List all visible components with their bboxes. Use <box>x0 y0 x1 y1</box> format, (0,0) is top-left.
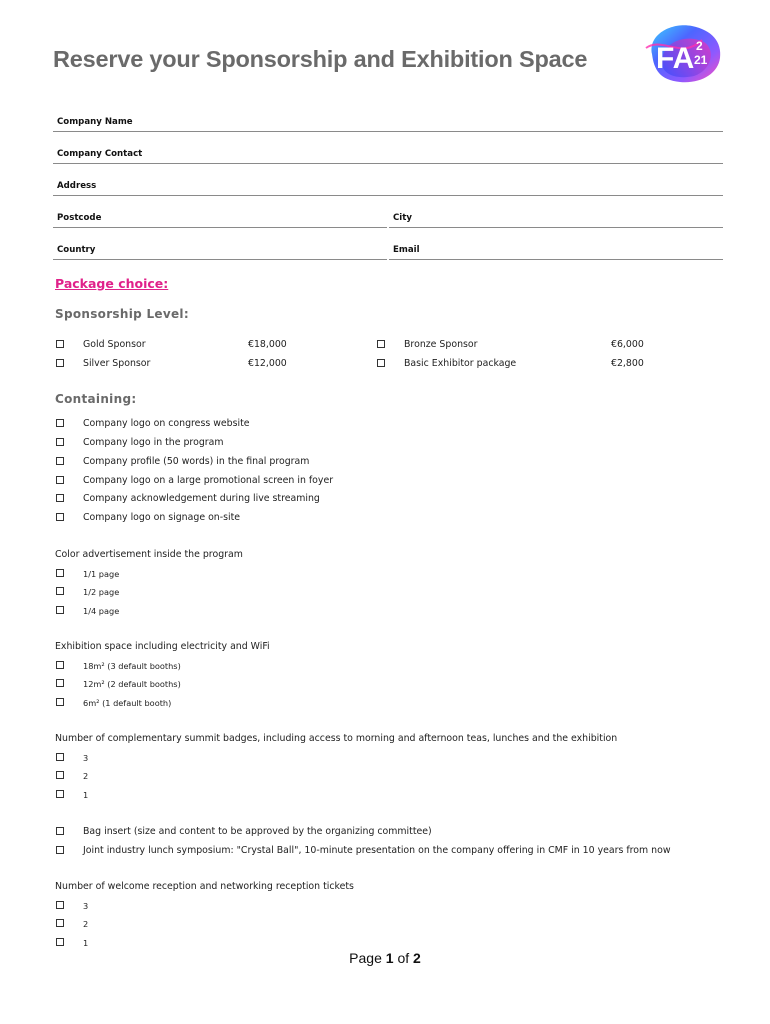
containing-item: Company logo in the program <box>83 437 224 448</box>
lunch-symposium-label: Joint industry lunch symposium: "Crystal Ball", 10-minute presentation on the company offering in CMF in 10 years from now <box>83 845 671 856</box>
exhibition-checkbox[interactable] <box>56 661 64 669</box>
silver-sponsor-price: €12,000 <box>248 358 287 369</box>
field-label-email: Email <box>393 245 420 255</box>
company-contact-input[interactable] <box>53 163 723 164</box>
exhibition-item: 12m² (2 default booths) <box>83 679 181 689</box>
bronze-sponsor-price: €6,000 <box>611 339 644 350</box>
of-word: of <box>397 950 410 966</box>
advert-item: 1/4 page <box>83 606 120 616</box>
event-logo <box>642 20 728 86</box>
field-label-city: City <box>393 213 412 223</box>
address-input[interactable] <box>53 195 723 196</box>
total-pages: 2 <box>413 950 421 966</box>
badges-item: 3 <box>83 753 89 763</box>
field-label-company-contact: Company Contact <box>57 149 143 159</box>
badges-checkbox[interactable] <box>56 771 64 779</box>
advert-checkbox[interactable] <box>56 606 64 614</box>
page-title: Reserve your Sponsorship and Exhibition Space <box>53 46 588 72</box>
logo-letters: FA <box>656 42 695 75</box>
badges-heading: Number of complementary summit badges, including access to morning and afternoon teas, lunches and the exhibition <box>55 733 618 744</box>
silver-sponsor-label: Silver Sponsor <box>83 358 151 369</box>
exhibition-checkbox[interactable] <box>56 679 64 687</box>
containing-heading: Containing: <box>55 392 137 406</box>
field-label-company-name: Company Name <box>57 117 133 127</box>
basic-exhibitor-label: Basic Exhibitor package <box>404 358 517 369</box>
containing-item: Company profile (50 words) in the final program <box>83 456 310 467</box>
containing-checkbox[interactable] <box>56 494 64 502</box>
logo-digits-top: 2 <box>696 39 703 53</box>
tickets-item: 2 <box>83 919 89 929</box>
containing-item: Company logo on signage on-site <box>83 512 241 523</box>
badges-item: 1 <box>83 790 89 800</box>
bronze-sponsor-checkbox[interactable] <box>377 340 385 348</box>
page-word: Page <box>349 950 382 966</box>
tickets-item: 3 <box>83 901 89 911</box>
bronze-sponsor-label: Bronze Sponsor <box>404 339 478 350</box>
containing-checkbox[interactable] <box>56 438 64 446</box>
city-input[interactable] <box>389 227 723 228</box>
basic-exhibitor-price: €2,800 <box>611 358 644 369</box>
company-name-input[interactable] <box>53 131 723 132</box>
containing-checkbox[interactable] <box>56 419 64 427</box>
field-label-postcode: Postcode <box>57 213 102 223</box>
tickets-item: 1 <box>83 938 89 948</box>
tickets-checkbox[interactable] <box>56 938 64 946</box>
email-input[interactable] <box>389 259 723 260</box>
gold-sponsor-checkbox[interactable] <box>56 340 64 348</box>
tickets-checkbox[interactable] <box>56 901 64 909</box>
tickets-checkbox[interactable] <box>56 919 64 927</box>
badges-item: 2 <box>83 771 89 781</box>
badges-checkbox[interactable] <box>56 790 64 798</box>
logo-digits-bottom: 21 <box>694 53 708 67</box>
advert-item: 1/1 page <box>83 569 120 579</box>
advert-item: 1/2 page <box>83 587 120 597</box>
gold-sponsor-price: €18,000 <box>248 339 287 350</box>
advert-heading: Color advertisement inside the program <box>55 549 243 560</box>
containing-checkbox[interactable] <box>56 457 64 465</box>
package-choice-heading: Package choice: <box>55 276 169 291</box>
silver-sponsor-checkbox[interactable] <box>56 359 64 367</box>
advert-checkbox[interactable] <box>56 569 64 577</box>
postcode-input[interactable] <box>53 227 387 228</box>
page-number <box>0 950 770 966</box>
badges-checkbox[interactable] <box>56 753 64 761</box>
bag-insert-checkbox[interactable] <box>56 827 64 835</box>
containing-item: Company logo on congress website <box>83 418 250 429</box>
basic-exhibitor-checkbox[interactable] <box>377 359 385 367</box>
gold-sponsor-label: Gold Sponsor <box>83 339 146 350</box>
current-page: 1 <box>385 950 394 966</box>
country-input[interactable] <box>53 259 387 260</box>
field-label-country: Country <box>57 245 96 255</box>
tickets-heading: Number of welcome reception and networking reception tickets <box>55 881 354 892</box>
exhibition-item: 18m² (3 default booths) <box>83 661 181 671</box>
exhibition-heading: Exhibition space including electricity and WiFi <box>55 641 270 652</box>
containing-item: Company logo on a large promotional screen in foyer <box>83 475 334 486</box>
exhibition-checkbox[interactable] <box>56 698 64 706</box>
lunch-symposium-checkbox[interactable] <box>56 846 64 854</box>
bag-insert-label: Bag insert (size and content to be approved by the organizing committee) <box>83 826 432 837</box>
advert-checkbox[interactable] <box>56 587 64 595</box>
exhibition-item: 6m² (1 default booth) <box>83 698 172 708</box>
sponsorship-level-heading: Sponsorship Level: <box>55 307 189 321</box>
containing-checkbox[interactable] <box>56 513 64 521</box>
containing-item: Company acknowledgement during live streaming <box>83 493 320 504</box>
field-label-address: Address <box>57 181 97 191</box>
containing-checkbox[interactable] <box>56 476 64 484</box>
